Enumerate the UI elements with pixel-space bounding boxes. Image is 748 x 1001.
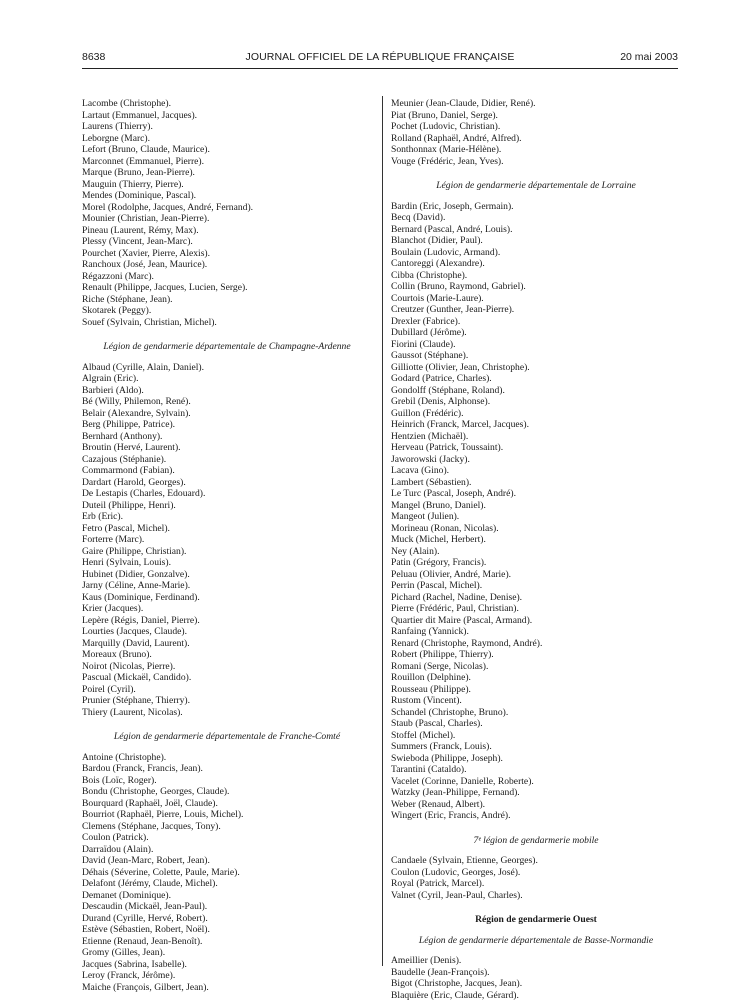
list-item: Drexler (Fabrice). <box>391 316 681 328</box>
list-item: Gaire (Philippe, Christian). <box>82 546 372 558</box>
list-item: Mendes (Dominique, Pascal). <box>82 190 372 202</box>
list-item: Pascual (Mickaël, Candido). <box>82 672 372 684</box>
list-item: Wingert (Eric, Francis, André). <box>391 810 681 822</box>
list-item: Gondolff (Stéphane, Roland). <box>391 385 681 397</box>
list-item: Maiche (François, Gilbert, Jean). <box>82 982 372 994</box>
list-item: Morineau (Ronan, Nicolas). <box>391 523 681 535</box>
list-item: Jacques (Sabrina, Isabelle). <box>82 959 372 971</box>
list-item: Belair (Alexandre, Sylvain). <box>82 408 372 420</box>
issue-date: 20 mai 2003 <box>620 51 678 63</box>
list-item: Marconnet (Emmanuel, Pierre). <box>82 156 372 168</box>
list-item: Marquilly (David, Laurent). <box>82 638 372 650</box>
list-item: Dardart (Harold, Georges). <box>82 477 372 489</box>
list-item: Valnet (Cyril, Jean-Paul, Charles). <box>391 890 681 902</box>
list-item: Déhais (Séverine, Colette, Paule, Marie). <box>82 867 372 879</box>
list-item: Quartier dit Maire (Pascal, Armand). <box>391 615 681 627</box>
list-item: Tarantini (Cataldo). <box>391 764 681 776</box>
right-column <box>391 98 681 1001</box>
list-item: Ameillier (Denis). <box>391 955 681 967</box>
list-item: Ranchoux (José, Jean, Maurice). <box>82 259 372 271</box>
list-item: Plessy (Vincent, Jean-Marc). <box>82 236 372 248</box>
list-item: Cazajous (Stéphanie). <box>82 454 372 466</box>
list-item: Erb (Eric). <box>82 511 372 523</box>
region-heading-lorraine: Légion de gendarmerie départementale de Lorraine <box>391 180 681 192</box>
list-item: Bourquard (Raphaël, Joël, Claude). <box>82 798 372 810</box>
list-item: Meunier (Jean-Claude, Didier, René). <box>391 98 681 110</box>
list-item: Boulain (Ludovic, Armand). <box>391 247 681 259</box>
list-item: Sonthonnax (Marie-Hélène). <box>391 144 681 156</box>
list-item: Lepère (Régis, Daniel, Pierre). <box>82 615 372 627</box>
list-item: Mangel (Bruno, Daniel). <box>391 500 681 512</box>
list-item: Bardou (Franck, Francis, Jean). <box>82 763 372 775</box>
list-item: Skotarek (Peggy). <box>82 305 372 317</box>
list-item: Thiery (Laurent, Nicolas). <box>82 707 372 719</box>
list-item: Régazzoni (Marc). <box>82 271 372 283</box>
list-item: Durand (Cyrille, Hervé, Robert). <box>82 913 372 925</box>
list-item: Guillon (Frédéric). <box>391 408 681 420</box>
list-item: Pichard (Rachel, Nadine, Denise). <box>391 592 681 604</box>
list-item: Etienne (Renaud, Jean-Benoît). <box>82 936 372 948</box>
list-item: Bardin (Eric, Joseph, Germain). <box>391 201 681 213</box>
list-item: Baudelle (Jean-François). <box>391 967 681 979</box>
list-item: David (Jean-Marc, Robert, Jean). <box>82 855 372 867</box>
column-divider <box>382 96 383 966</box>
list-item: Bernard (Pascal, André, Louis). <box>391 224 681 236</box>
list-item: Pourchet (Xavier, Pierre, Alexis). <box>82 248 372 260</box>
list-item: Bois (Loïc, Roger). <box>82 775 372 787</box>
list-item: Gaussot (Stéphane). <box>391 350 681 362</box>
header-rule <box>82 68 678 69</box>
list-item: Vouge (Frédéric, Jean, Yves). <box>391 156 681 168</box>
list-item: Rustom (Vincent). <box>391 695 681 707</box>
list-item: Gilliotte (Olivier, Jean, Christophe). <box>391 362 681 374</box>
list-item: Duteil (Philippe, Henri). <box>82 500 372 512</box>
list-item: Clemens (Stéphane, Jacques, Tony). <box>82 821 372 833</box>
list-item: Cantoreggi (Alexandre). <box>391 258 681 270</box>
list-item: Coulon (Patrick). <box>82 832 372 844</box>
list-item: Henri (Sylvain, Louis). <box>82 557 372 569</box>
region-heading-franche-comte: Légion de gendarmerie départementale de Franche-Comté <box>82 731 372 743</box>
list-item: Candaele (Sylvain, Etienne, Georges). <box>391 855 681 867</box>
list-item: Coulon (Ludovic, Georges, José). <box>391 867 681 879</box>
list-item: Le Turc (Pascal, Joseph, André). <box>391 488 681 500</box>
name-list <box>391 955 681 1001</box>
name-list <box>82 362 372 719</box>
list-item: Lartaut (Emmanuel, Jacques). <box>82 110 372 122</box>
list-item: Descaudin (Mickaël, Jean-Paul). <box>82 901 372 913</box>
list-item: Barbieri (Aldo). <box>82 385 372 397</box>
list-item: Lacava (Gino). <box>391 465 681 477</box>
list-item: Antoine (Christophe). <box>82 752 372 764</box>
list-item: Pierre (Frédéric, Paul, Christian). <box>391 603 681 615</box>
list-item: Lourties (Jacques, Claude). <box>82 626 372 638</box>
journal-title: JOURNAL OFFICIEL DE LA RÉPUBLIQUE FRANÇAISE <box>82 51 678 63</box>
list-item: Peluau (Olivier, André, Marie). <box>391 569 681 581</box>
list-item: Mangeot (Julien). <box>391 511 681 523</box>
list-item: Noirot (Nicolas, Pierre). <box>82 661 372 673</box>
list-item: Jarny (Céline, Anne-Marie). <box>82 580 372 592</box>
list-item: Staub (Pascal, Charles). <box>391 718 681 730</box>
page-number: 8638 <box>82 51 105 63</box>
list-item: Prunier (Stéphane, Thierry). <box>82 695 372 707</box>
list-item: Pineau (Laurent, Rémy, Max). <box>82 225 372 237</box>
region-heading-ouest: Région de gendarmerie Ouest <box>391 914 681 926</box>
list-item: Collin (Bruno, Raymond, Gabriel). <box>391 281 681 293</box>
list-item: Leroy (Franck, Jérôme). <box>82 970 372 982</box>
list-item: Krier (Jacques). <box>82 603 372 615</box>
name-list <box>391 98 681 167</box>
list-item: Perrin (Pascal, Michel). <box>391 580 681 592</box>
list-item: Broutin (Hervé, Laurent). <box>82 442 372 454</box>
list-item: Moreaux (Bruno). <box>82 649 372 661</box>
page-header <box>82 51 678 65</box>
list-item: Cibba (Christophe). <box>391 270 681 282</box>
list-item: Ney (Alain). <box>391 546 681 558</box>
list-item: Royal (Patrick, Marcel). <box>391 878 681 890</box>
list-item: Bigot (Christophe, Jacques, Jean). <box>391 978 681 990</box>
list-item: Bé (Willy, Philemon, René). <box>82 396 372 408</box>
list-item: Schandel (Christophe, Bruno). <box>391 707 681 719</box>
list-item: Morel (Rodolphe, Jacques, André, Fernand). <box>82 202 372 214</box>
list-item: Watzky (Jean-Philippe, Fernand). <box>391 787 681 799</box>
list-item: De Lestapis (Charles, Edouard). <box>82 488 372 500</box>
list-item: Berg (Philippe, Patrice). <box>82 419 372 431</box>
list-item: Leborgne (Marc). <box>82 133 372 145</box>
region-heading-champagne-ardenne: Légion de gendarmerie départementale de Champagne-Ardenne <box>82 341 372 353</box>
list-item: Marque (Bruno, Jean-Pierre). <box>82 167 372 179</box>
list-item: Patin (Grégory, Francis). <box>391 557 681 569</box>
list-item: Commarmond (Fabian). <box>82 465 372 477</box>
list-item: Ranfaing (Yannick). <box>391 626 681 638</box>
list-item: Rolland (Raphaël, André, Alfred). <box>391 133 681 145</box>
list-item: Souef (Sylvain, Christian, Michel). <box>82 317 372 329</box>
list-item: Kaus (Dominique, Ferdinand). <box>82 592 372 604</box>
list-item: Lambert (Sébastien). <box>391 477 681 489</box>
list-item: Bourriot (Raphaël, Pierre, Louis, Michel). <box>82 809 372 821</box>
region-heading-mobile: 7ᵉ légion de gendarmerie mobile <box>391 835 681 847</box>
list-item: Forterre (Marc). <box>82 534 372 546</box>
list-item: Creutzer (Gunther, Jean-Pierre). <box>391 304 681 316</box>
name-list <box>82 752 372 994</box>
list-item: Piat (Bruno, Daniel, Serge). <box>391 110 681 122</box>
list-item: Algrain (Eric). <box>82 373 372 385</box>
list-item: Albaud (Cyrille, Alain, Daniel). <box>82 362 372 374</box>
list-item: Vacelet (Corinne, Danielle, Roberte). <box>391 776 681 788</box>
list-item: Bernhard (Anthony). <box>82 431 372 443</box>
list-item: Darraïdou (Alain). <box>82 844 372 856</box>
list-item: Rousseau (Philippe). <box>391 684 681 696</box>
list-item: Muck (Michel, Herbert). <box>391 534 681 546</box>
list-item: Demanet (Dominique). <box>82 890 372 902</box>
list-item: Stoffel (Michel). <box>391 730 681 742</box>
left-column <box>82 98 372 993</box>
list-item: Fiorini (Claude). <box>391 339 681 351</box>
list-item: Courtois (Marie-Laure). <box>391 293 681 305</box>
list-item: Fetro (Pascal, Michel). <box>82 523 372 535</box>
list-item: Jaworowski (Jacky). <box>391 454 681 466</box>
region-heading-basse-normandie: Légion de gendarmerie départementale de Basse-Normandie <box>391 935 681 947</box>
list-item: Riche (Stéphane, Jean). <box>82 294 372 306</box>
list-item: Renault (Philippe, Jacques, Lucien, Serge). <box>82 282 372 294</box>
list-item: Grebil (Denis, Alphonse). <box>391 396 681 408</box>
list-item: Herveau (Patrick, Toussaint). <box>391 442 681 454</box>
list-item: Godard (Patrice, Charles). <box>391 373 681 385</box>
name-list <box>82 98 372 328</box>
list-item: Poirel (Cyril). <box>82 684 372 696</box>
list-item: Hubinet (Didier, Gonzalve). <box>82 569 372 581</box>
list-item: Robert (Philippe, Thierry). <box>391 649 681 661</box>
list-item: Romani (Serge, Nicolas). <box>391 661 681 673</box>
list-item: Bondu (Christophe, Georges, Claude). <box>82 786 372 798</box>
list-item: Pochet (Ludovic, Christian). <box>391 121 681 133</box>
list-item: Mounier (Christian, Jean-Pierre). <box>82 213 372 225</box>
list-item: Becq (David). <box>391 212 681 224</box>
list-item: Heinrich (Franck, Marcel, Jacques). <box>391 419 681 431</box>
list-item: Rouillon (Delphine). <box>391 672 681 684</box>
list-item: Renard (Christophe, Raymond, André). <box>391 638 681 650</box>
list-item: Mauguin (Thierry, Pierre). <box>82 179 372 191</box>
list-item: Laurens (Thierry). <box>82 121 372 133</box>
list-item: Blanchot (Didier, Paul). <box>391 235 681 247</box>
name-list <box>391 855 681 901</box>
list-item: Weber (Renaud, Albert). <box>391 799 681 811</box>
list-item: Dubillard (Jérôme). <box>391 327 681 339</box>
name-list <box>391 201 681 822</box>
list-item: Lefort (Bruno, Claude, Maurice). <box>82 144 372 156</box>
list-item: Summers (Franck, Louis). <box>391 741 681 753</box>
list-item: Blaquière (Eric, Claude, Gérard). <box>391 990 681 1001</box>
list-item: Estève (Sébastien, Robert, Noël). <box>82 924 372 936</box>
list-item: Gromy (Gilles, Jean). <box>82 947 372 959</box>
list-item: Lacombe (Christophe). <box>82 98 372 110</box>
list-item: Hentzien (Michaël). <box>391 431 681 443</box>
list-item: Delafont (Jérémy, Claude, Michel). <box>82 878 372 890</box>
list-item: Swieboda (Philippe, Joseph). <box>391 753 681 765</box>
